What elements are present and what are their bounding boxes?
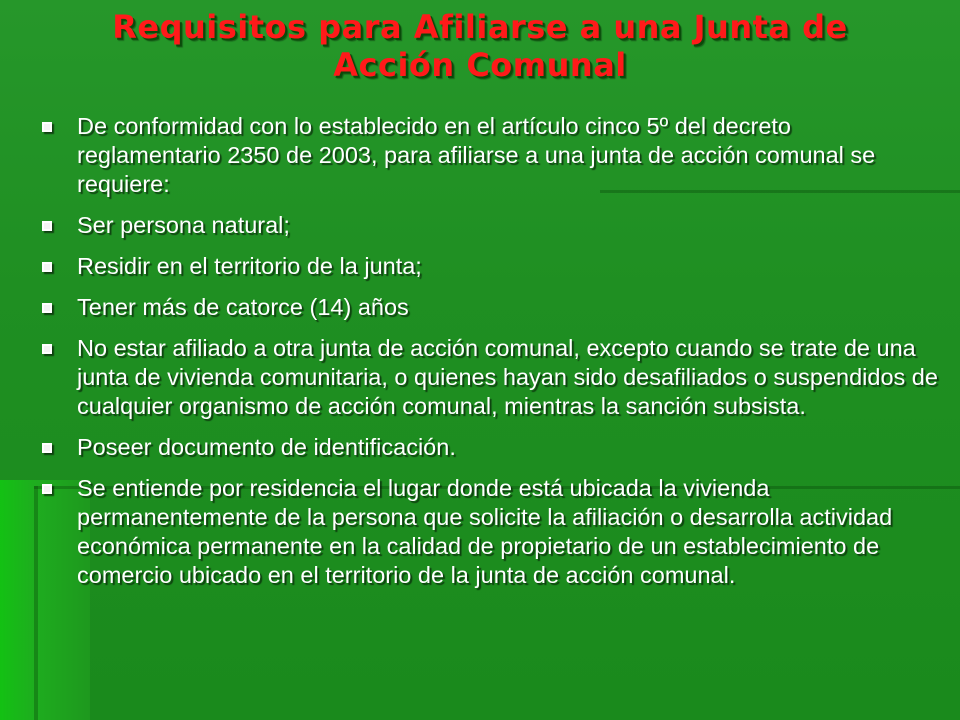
slide-title bbox=[0, 8, 960, 84]
bullet-item-residence-definition bbox=[40, 474, 940, 590]
bullet-text: Poseer documento de identificación. bbox=[77, 434, 456, 460]
bullet-item-not-affiliated bbox=[40, 334, 940, 421]
bullet-text: No estar afiliado a otra junta de acción comunal, excepto cuando se trate de una junta de vivienda comunitaria, o quienes hayan sido desafiliados o suspendidos de cualquier organismo de acción comunal, mientras la sanción subsista. bbox=[77, 335, 938, 419]
square-bullet-icon bbox=[42, 303, 52, 313]
bullet-item-natural-person bbox=[40, 211, 940, 240]
bullet-text: Ser persona natural; bbox=[77, 212, 290, 238]
square-bullet-icon bbox=[42, 262, 52, 272]
square-bullet-icon bbox=[42, 484, 52, 494]
bullet-list bbox=[40, 112, 940, 602]
square-bullet-icon bbox=[42, 221, 52, 231]
slide-title-line-2: Acción Comunal bbox=[333, 46, 627, 84]
bullet-item-age bbox=[40, 293, 940, 322]
bullet-item-identification bbox=[40, 433, 940, 462]
bullet-text: Se entiende por residencia el lugar donde está ubicada la vivienda permanentemente de la persona que solicite la afiliación o desarrolla actividad económica permanente en la calidad de propietario de un establecimiento de comercio ubicado en el territorio de la junta de acción comunal. bbox=[77, 475, 893, 588]
square-bullet-icon bbox=[42, 344, 52, 354]
bullet-item-decree-intro bbox=[40, 112, 940, 199]
bullet-item-residence bbox=[40, 252, 940, 281]
square-bullet-icon bbox=[42, 443, 52, 453]
square-bullet-icon bbox=[42, 122, 52, 132]
decorative-vertical-line bbox=[34, 486, 38, 720]
bullet-text: Tener más de catorce (14) años bbox=[77, 294, 409, 320]
bullet-text: De conformidad con lo establecido en el artículo cinco 5º del decreto reglamentario 2350 de 2003, para afiliarse a una junta de acción comunal se requiere: bbox=[77, 113, 876, 197]
bullet-text: Residir en el territorio de la junta; bbox=[77, 253, 422, 279]
slide-title-line-1: Requisitos para Afiliarse a una Junta de bbox=[112, 8, 848, 46]
